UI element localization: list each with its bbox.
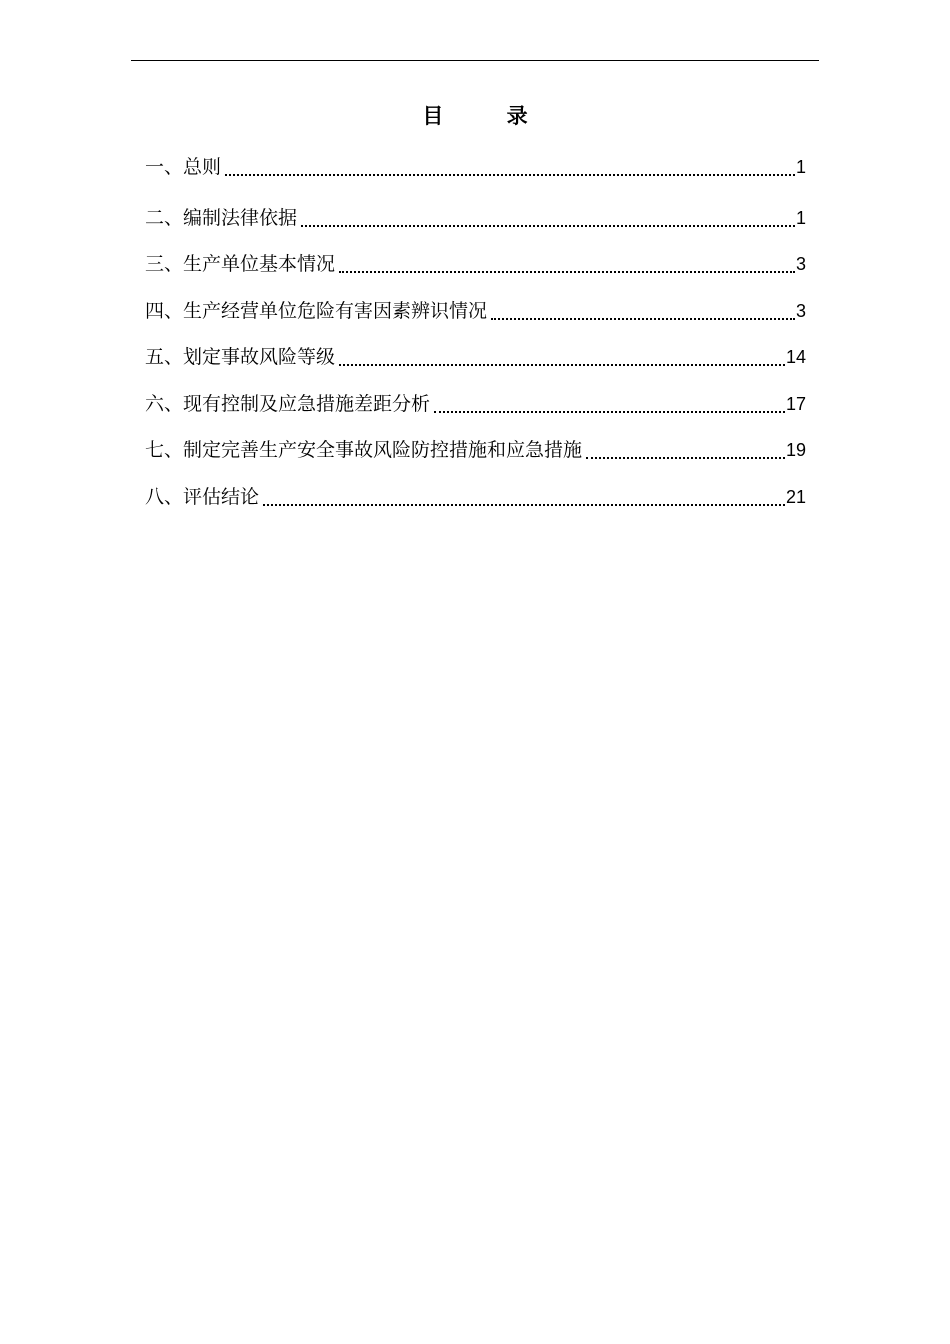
toc-entry-page: 19 [785, 440, 806, 460]
toc-entry-page: 1 [795, 208, 806, 228]
toc-entry-label: 七、制定完善生产安全事故风险防控措施和应急措施 [145, 439, 583, 461]
toc-dot-leader [301, 225, 795, 227]
toc-entry[interactable] [145, 483, 806, 511]
toc-dot-leader [339, 364, 785, 366]
toc-entry-label: 一、总则 [145, 156, 222, 178]
toc-entry[interactable] [145, 250, 806, 278]
toc-dot-leader [225, 174, 795, 176]
toc-entry[interactable] [145, 390, 806, 418]
toc-entry-label: 五、划定事故风险等级 [145, 346, 336, 368]
toc-entry-page: 3 [795, 254, 806, 274]
toc-entry-label: 四、生产经营单位危险有害因素辨识情况 [145, 300, 488, 322]
toc-entry-label: 三、生产单位基本情况 [145, 253, 336, 275]
toc-entry[interactable] [145, 297, 806, 325]
toc-dot-leader [491, 318, 795, 320]
toc-entry-label: 六、现有控制及应急措施差距分析 [145, 393, 431, 415]
toc-entry-page: 17 [785, 394, 806, 414]
toc-entry-page: 21 [785, 487, 806, 507]
toc-dot-leader [339, 271, 795, 273]
table-of-contents [145, 0, 806, 1344]
toc-entry-page: 3 [795, 301, 806, 321]
toc-entry[interactable] [145, 436, 806, 464]
toc-dot-leader [586, 457, 785, 459]
toc-entry-label: 八、评估结论 [145, 486, 260, 508]
toc-entry-page: 1 [795, 157, 806, 177]
toc-entry-label: 二、编制法律依据 [145, 207, 298, 229]
page-title: 目 录 [422, 104, 556, 128]
toc-entry[interactable] [145, 153, 806, 181]
toc-entry[interactable] [145, 204, 806, 232]
toc-dot-leader [434, 411, 785, 413]
toc-entry[interactable] [145, 343, 806, 371]
toc-dot-leader [263, 504, 785, 506]
toc-entry-page: 14 [785, 347, 806, 367]
